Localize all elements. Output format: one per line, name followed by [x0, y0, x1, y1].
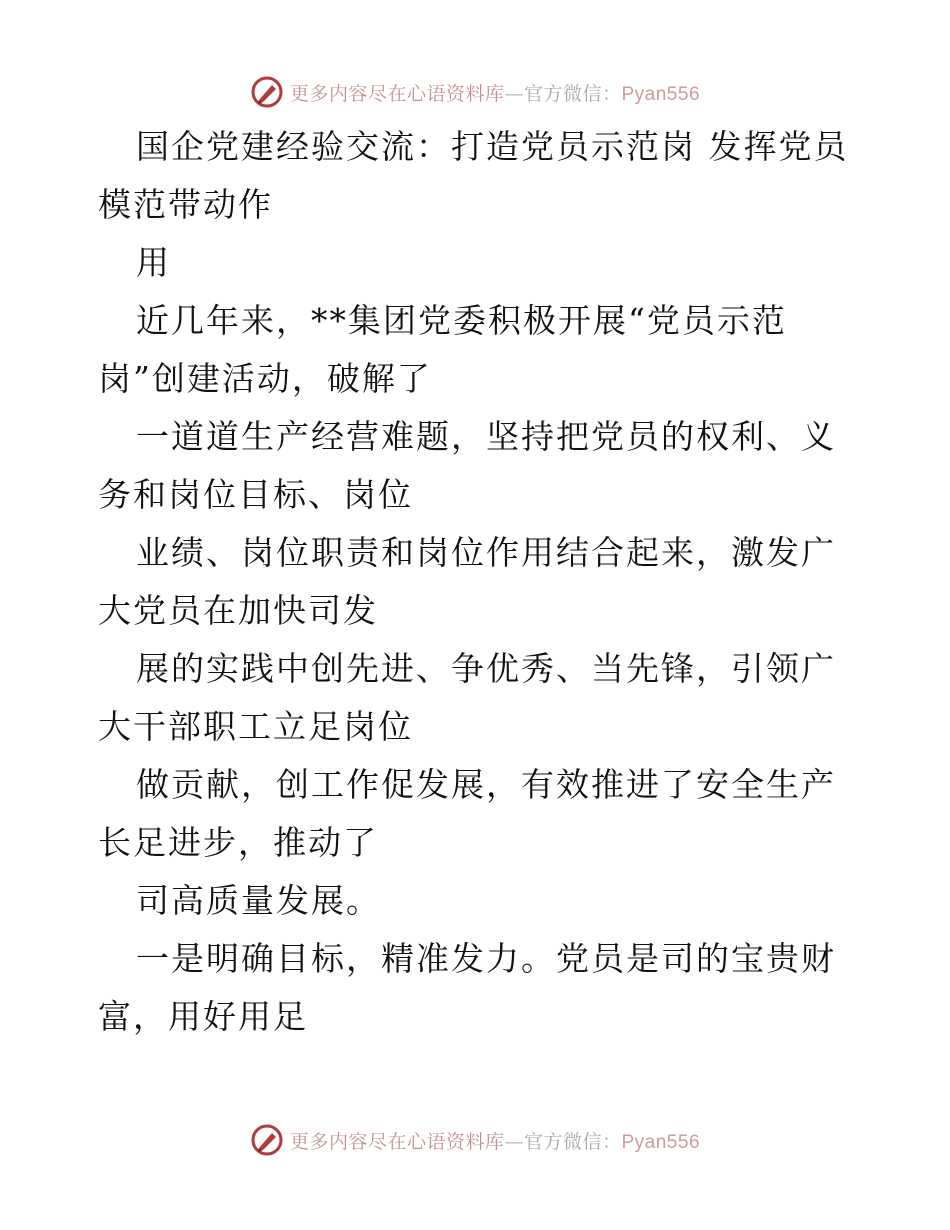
paragraph: 展的实践中创先进、争优秀、当先锋，引领广大干部职工立足岗位: [98, 649, 836, 746]
paragraph: 业绩、岗位职责和岗位作用结合起来，激发广大党员在加快司发: [98, 533, 836, 630]
paragraph: 做贡献，创工作促发展，有效推进了安全生产长足进步，推动了: [98, 765, 836, 862]
watermark-wechat-id: Pyan556: [621, 1131, 701, 1153]
watermark-wechat-label: 官方微信：: [523, 82, 622, 105]
watermark-main: 更多内容尽在心语资料库: [289, 1130, 505, 1153]
footer-watermark: [0, 1120, 950, 1160]
pen-logo-icon: [250, 1123, 284, 1157]
paragraph: 一道道生产经营难题，坚持把党员的权利、义务和岗位目标、岗位: [98, 417, 836, 514]
paragraph: 一是明确目标，精准发力。党员是司的宝贵财富，用好用足: [98, 939, 836, 1036]
paragraph: 近几年来，**集团党委积极开展“党员示范岗”创建活动，破解了: [98, 301, 787, 398]
watermark-main: 更多内容尽在心语资料库: [289, 82, 505, 105]
watermark-separator: —: [504, 82, 524, 105]
watermark-separator: —: [504, 1130, 524, 1153]
watermark-text: [290, 1127, 700, 1154]
document-body: [98, 118, 858, 1046]
paragraph: 司高质量发展。: [136, 881, 381, 920]
watermark-text: [290, 79, 700, 106]
pen-logo-icon: [250, 75, 284, 109]
header-watermark: [0, 72, 950, 112]
paragraph: 用: [136, 243, 171, 282]
watermark-wechat-label: 官方微信：: [523, 1130, 622, 1153]
watermark-wechat-id: Pyan556: [621, 83, 701, 105]
document-title: 国企党建经验交流：打造党员示范岗 发挥党员模范带动作: [98, 127, 849, 224]
